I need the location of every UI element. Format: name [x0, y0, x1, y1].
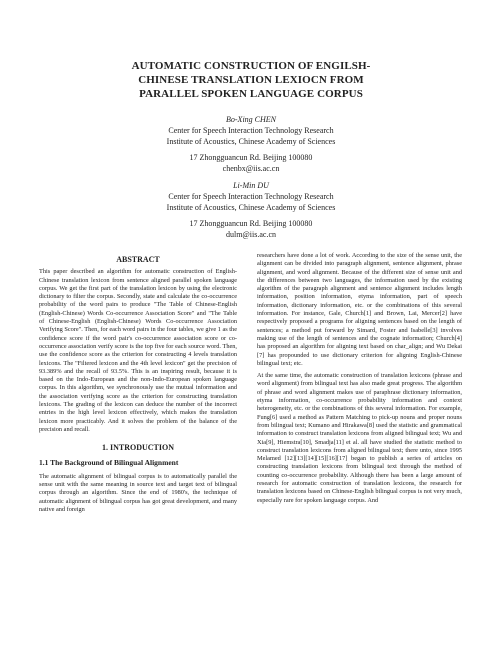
title-line: AUTOMATIC CONSTRUCTION OF ENGILSH-: [131, 60, 371, 72]
body-paragraph: At the same time, the automatic construction of translation lexicons (phrase and word alignment) from bilingual text has also made great progress. The algorithm of phrase and word alignment makes use of paraphrase dictionary information, etyma information, co-occurrence probability information and context heterogeneity, etc. or the combinations of this several information. For example, Fung[6] used a method as Pattern Matching to pick-up nouns and proper nouns from bilingual text; Kumano and Hirakawa[8] used the statistic and grammatical information to construct translation lexicons from aligned bilingual text; Wu and Xia[9], Hiemstra[10], Smadja[11] et al. all have studied the statistic method to construct translation lexicons from aligned bilingual text; there unto, since 1995 Melamed [12][13][14][15][16][17] began to publish a series of articles on constructing translation lexicons from bilingual text through the method of counting co-occurrence probability. Although there has been a large amount of research for automatic construction of translation lexicons, the research for translation lexicons based on Chinese-English bilingual corpus is not very much, especially rare for spoken language corpus. And: [257, 372, 462, 504]
paper-title: [0, 59, 502, 101]
author-institute: Institute of Acoustics, Chinese Academy of Sciences: [166, 203, 336, 212]
author-address: 17 Zhongguancun Rd. Beijing 100080: [189, 219, 313, 228]
title-line: CHINESE TRANSLATION LEXIOCN FROM: [138, 74, 364, 86]
intro-paragraph: The automatic alignment of bilingual corpus is to automatically parallel the sense unit with the same meaning in source text and target text of bilingual corpus through an algorithm. Since the end of 1980's, the technique of automatic alignment of bilingual corpus has got great development, and many native and foreign: [39, 472, 237, 514]
section-heading: 1. INTRODUCTION: [101, 443, 174, 453]
author-name: Li-Min DU: [233, 181, 269, 190]
abstract-text: This paper described an algorithm for automatic construction of English-Chinese translation lexicon from sentence aligned parallel spoken language corpus. We get the first part of the translation lexicon by using the electronic dictionary to filter the corpus. Secondly, state and calculate the co-occurrence probability of the word pairs to produce "The Table of Chinese-English (English-Chinese) Words Co-occurrence Association Score" and "The Table of Chinese-English (English-Chinese) Words Co-occurrence Association Verifying Score". Then, for each word pairs in the four tables, we give 1 as the confidence score if the word pair's co-occurrence association score or co-occurrence association verify score is the top five for each source word. Then, use the confidence score as the criterion for constructing 4 levels translation lexicons. The "Filtered lexicon and the 4th level lexicon" get the precision of 93.389% and the recall of 93.5%. This is an inspiring result, because it is based on the Indo-European and the non-Indo-European spoken language corpus. In this algorithm, we synchronously use the mutual information and the association verifying score as the criterion for constructing translation lexicons. The grading of the lexicon can deduce the number of the incorrect entries in the high level lexicon effectively, which makes the translation lexicon more practicably. And it solves the problem of the balance of the precision and recall.: [39, 268, 237, 433]
author-block-2: [0, 180, 502, 240]
author-address: 17 Zhongguancun Rd. Beijing 100080: [189, 153, 313, 162]
abstract-heading: ABSTRACT: [116, 255, 160, 264]
left-column: [39, 256, 237, 518]
title-line: PARALLEL SPOKEN LANGUAGE CORPUS: [139, 88, 363, 100]
body-paragraph: researchers have done a lot of work. According to the size of the sense unit, the alignment can be divided into paragraph alignment, sentence alignment, phrase alignment, and word alignment. Because of the different size of sense unit and the differences between two languages, the information used by the existing algorithm of the paragraph alignment and sentence alignment includes length information, position information, etyma information, part of speech information, dictionary information, etc. or the combinations of this several information. For instance, Gale, Church[1] and Brown, Lai, Mercer[2] have respectively proposed a programs for aligning sentences based on the length of sentences; a method put forward by Simard, Foster and Isabelle[3] involves making use of the length of sentences and the cognate information; Church[4] has proposed an algorithm for aligning text based on char_align; and Wu Dekai [7] has propounded to use dictionary criterion for aligning English-Chinese bilingual text; etc.: [257, 252, 462, 367]
author-institute: Institute of Acoustics, Chinese Academy of Sciences: [166, 137, 336, 146]
author-block-1: [0, 114, 502, 174]
right-column: [257, 252, 462, 509]
author-name: Bo-Xing CHEN: [226, 115, 276, 124]
author-affiliation: Center for Speech Interaction Technology Research: [168, 126, 334, 135]
author-email: chenbx@iis.ac.cn: [222, 164, 280, 173]
author-email: dulm@iis.ac.cn: [225, 230, 277, 239]
subsection-heading: 1.1 The Background of Bilingual Alignment: [39, 457, 179, 467]
author-affiliation: Center for Speech Interaction Technology Research: [168, 192, 334, 201]
